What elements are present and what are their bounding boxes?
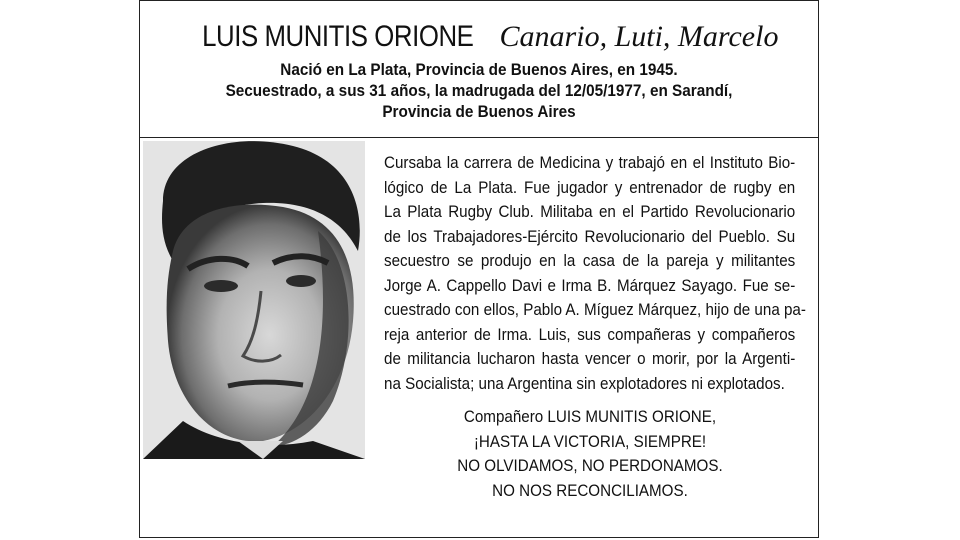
bio-line: La Plata Rugby Club. Militaba en el Partido Revolucionario bbox=[384, 203, 796, 221]
closing-line: NO NOS RECONCILIAMOS. bbox=[492, 481, 688, 500]
closing-line: Compañero LUIS MUNITIS ORIONE, bbox=[463, 408, 717, 426]
header-details bbox=[140, 59, 818, 122]
person-aliases: Canario, Luti, Marcelo bbox=[499, 20, 779, 53]
portrait-photo bbox=[143, 141, 365, 459]
bio-line: na Socialista; una Argentina sin explotadores ni explotados. bbox=[384, 374, 785, 393]
bio-line: secuestro se produjo en la casa de la pareja y militantes bbox=[384, 252, 796, 270]
notice-header bbox=[140, 1, 818, 138]
birth-line: Nació en La Plata, Provincia de Buenos Aires, en 1945. bbox=[280, 60, 678, 79]
biography-text bbox=[384, 151, 806, 396]
bio-line: de militancia lucharon hasta vencer o morir, por la Argenti- bbox=[384, 350, 796, 368]
memorial-notice bbox=[139, 0, 819, 538]
bio-line: Jorge A. Cappello Davi e Irma B. Márquez Sayago. Fue se- bbox=[384, 276, 796, 295]
bio-line: Cursaba la carrera de Medicina y trabajó en el Instituto Bio- bbox=[384, 154, 796, 172]
location-line: Provincia de Buenos Aires bbox=[382, 102, 576, 121]
abduction-line: Secuestrado, a sus 31 años, la madrugada del 12/05/1977, en Sarandí, bbox=[225, 81, 733, 100]
bio-line: de los Trabajadores-Ejército Revolucionario del Pueblo. Su bbox=[384, 227, 796, 246]
closing-line: ¡HASTA LA VICTORIA, SIEMPRE! bbox=[473, 432, 707, 451]
bio-line: reja anterior de Irma. Luis, sus compañeras y compañeros bbox=[384, 325, 796, 344]
bio-line: cuestrado con ellos, Pablo A. Míguez Márquez, hijo de una pa- bbox=[384, 301, 806, 319]
bio-line: lógico de La Plata. Fue jugador y entrenador de rugby en bbox=[384, 178, 796, 197]
closing-slogans bbox=[384, 405, 796, 503]
portrait-photo-drawing bbox=[143, 141, 365, 459]
title-line bbox=[140, 17, 818, 62]
closing-line: NO OLVIDAMOS, NO PERDONAMOS. bbox=[457, 457, 723, 475]
person-name: LUIS MUNITIS ORIONE bbox=[201, 20, 474, 53]
